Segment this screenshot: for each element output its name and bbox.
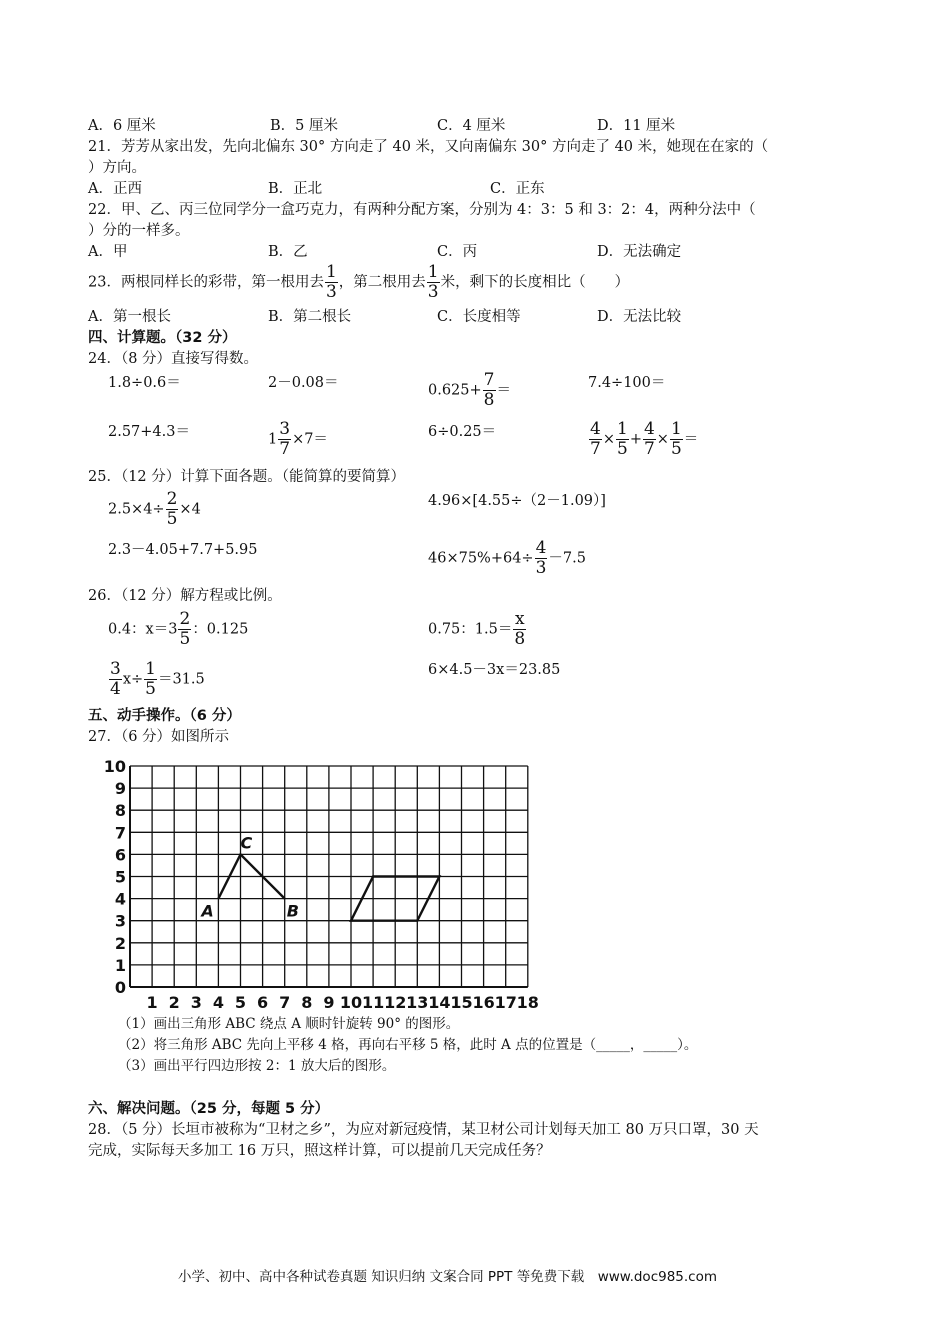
x-axis-tick-label: 17	[494, 993, 517, 1012]
fraction-denominator: 7	[643, 439, 655, 459]
mixed-integer: 3	[168, 621, 178, 638]
fraction-numerator: 1	[616, 419, 628, 439]
x-axis-tick-label: 8	[301, 993, 313, 1012]
q22-text-line2: ）分的一样多。	[88, 223, 190, 239]
q24-title: 24．（8 分）直接写得数。	[88, 351, 259, 367]
x-axis-tick-label: 5	[234, 993, 247, 1012]
fraction-numerator: 1	[670, 419, 682, 439]
q20-option-b: B．5 厘米	[270, 118, 338, 134]
q26-title: 26．（12 分）解方程或比例。	[88, 588, 282, 604]
q23-part2: ，第二根用去	[338, 274, 426, 291]
operator: ×	[656, 431, 669, 448]
fraction	[144, 661, 157, 698]
q24-calc-3	[428, 372, 511, 409]
fraction-numerator: 7	[483, 370, 495, 390]
x-axis-tick-label: 10	[339, 993, 363, 1012]
q23-fraction-2	[427, 264, 440, 301]
page-footer: 小学、初中、高中各种试卷真题 知识归纳 文案合同 PPT 等免费下载 www.doc985.com	[178, 1269, 718, 1285]
q21-option-c: C．正东	[490, 181, 545, 197]
x-axis-tick-label: 12	[384, 993, 407, 1012]
q23-fraction-1	[325, 264, 338, 301]
fraction-numerator: 3	[279, 419, 291, 439]
answer-blank: _____	[643, 1037, 678, 1053]
answer-blank: _____	[596, 1037, 630, 1053]
q21-option-a: A．正西	[88, 181, 142, 197]
x-axis-tick-label: 2	[168, 993, 180, 1012]
fraction	[109, 661, 122, 698]
q22-option-b: B．乙	[268, 244, 308, 260]
q26-eq-4: 6×4.5－3x＝23.85	[428, 662, 561, 678]
q24-calc-6	[268, 421, 328, 458]
q27-step-3: （3）画出平行四边形按 2：1 放大后的图形。	[118, 1058, 396, 1074]
q23-option-d: D．无法比较	[597, 309, 682, 325]
expr-part: ）。	[677, 1037, 698, 1053]
q24-calc-1: 1.8÷0.6＝	[108, 375, 181, 391]
x-axis-tick-label: 6	[257, 993, 269, 1012]
fraction-numerator: 3	[110, 659, 121, 679]
fraction-numerator: x	[514, 609, 525, 629]
operator: ×	[602, 431, 615, 448]
q22-option-c: C．丙	[437, 244, 478, 260]
q27-step-2	[118, 1039, 697, 1053]
fraction-denominator: 4	[110, 679, 121, 699]
fraction-numerator: 1	[325, 262, 337, 282]
q23-option-a: A．第一根长	[88, 309, 171, 325]
fraction-denominator: 5	[166, 509, 178, 529]
fraction-numerator: 2	[166, 489, 178, 509]
q20-option-c: C．4 厘米	[437, 118, 506, 134]
coordinate-grid	[103, 745, 548, 1015]
expr-part: ：0.125	[192, 621, 249, 638]
y-axis-tick-label: 9	[114, 779, 126, 799]
x-axis-tick-label: 14	[428, 993, 451, 1012]
point-label-a: A	[201, 901, 214, 921]
point-label-b: B	[286, 901, 299, 921]
mixed-integer: 1	[268, 431, 278, 448]
q24-calc-3-fraction	[483, 372, 496, 409]
x-axis-tick-label: 1	[146, 993, 158, 1012]
fraction-denominator: 3	[427, 282, 439, 302]
q25-expr-4	[428, 540, 586, 577]
expr-part: ＝	[683, 431, 699, 448]
expr-part: （2）将三角形 ABC 先向上平移 4 格，再向右平移 5 格，此时 A 点的位置是（	[118, 1037, 597, 1053]
y-axis-tick-label: 5	[114, 867, 126, 887]
y-axis-tick-label: 7	[114, 823, 126, 843]
x-axis-tick-label: 7	[279, 993, 291, 1012]
y-axis-tick-label: 8	[114, 801, 126, 821]
q24-calc-6-fraction	[278, 421, 291, 458]
q27-step-1: （1）画出三角形 ABC 绕点 A 顺时针旋转 90° 的图形。	[118, 1016, 460, 1032]
q23-option-b: B．第二根长	[268, 309, 352, 325]
q25-expr-3: 2.3－4.05+7.7+5.95	[108, 542, 258, 558]
q24-calc-8	[588, 421, 698, 458]
fraction	[670, 421, 683, 458]
fraction-denominator: 5	[145, 679, 156, 699]
fraction	[643, 421, 656, 458]
y-axis-tick-label: 6	[114, 845, 126, 865]
x-axis-tick-label: 16	[472, 993, 495, 1012]
fraction-numerator: 2	[179, 609, 191, 629]
q26-eq-1	[108, 611, 248, 648]
fraction-denominator: 5	[616, 439, 628, 459]
q25-expr-2: 4.96×[4.55÷（2－1.09）]	[428, 493, 606, 509]
fraction-denominator: 3	[325, 282, 337, 302]
x-axis-tick-label: 13	[406, 993, 429, 1012]
x-axis-tick-label: 9	[323, 993, 335, 1012]
fraction-denominator: 7	[590, 439, 601, 459]
y-axis-tick-label: 3	[114, 911, 126, 931]
q24-calc-5: 2.57+4.3＝	[108, 424, 190, 440]
fraction-numerator: 1	[427, 262, 439, 282]
expr-part: 2.5×4÷	[108, 501, 165, 518]
fraction-denominator: 7	[279, 439, 291, 459]
fraction-denominator: 8	[483, 390, 495, 410]
y-axis-tick-label: 4	[114, 889, 126, 909]
x-axis-tick-label: 4	[212, 993, 224, 1012]
expr-part: －7.5	[548, 550, 586, 567]
fraction	[535, 540, 548, 577]
fraction	[513, 611, 526, 648]
q23-text	[88, 264, 629, 301]
q24-calc-7: 6÷0.25＝	[428, 424, 497, 440]
q21-text-line2: ）方向。	[88, 160, 146, 176]
fraction-numerator: 4	[643, 419, 655, 439]
fraction-denominator: 3	[535, 558, 547, 578]
q23-part3: 米，剩下的长度相比（ ）	[440, 274, 630, 291]
q25-title: 25．（12 分）计算下面各题。（能简算的要简算）	[88, 469, 406, 485]
fraction-numerator: 1	[145, 659, 156, 679]
x-axis-tick-label: 3	[190, 993, 202, 1012]
section-6-heading: 六、解决问题。（25 分，每题 5 分）	[88, 1101, 330, 1117]
q21-text-line1: 21．芳芳从家出发，先向北偏东 30° 方向走了 40 米，又向南偏东 30° 方向走了 40 米，她现在在家的（	[88, 139, 769, 155]
x-axis-tick-label: 11	[361, 993, 385, 1012]
x-axis-tick-label: 18	[516, 993, 539, 1012]
expr-part: 46×75%+64÷	[428, 550, 534, 567]
q24-calc-4: 7.4÷100＝	[588, 375, 666, 391]
section-4-heading: 四、计算题。（32 分）	[88, 330, 237, 346]
q22-option-d: D．无法确定	[597, 244, 682, 260]
q20-option-d: D．11 厘米	[597, 118, 676, 134]
expr-part: 0.75：1.5＝	[428, 621, 513, 638]
q27-title: 27．（6 分）如图所示	[88, 729, 230, 745]
expr-part: ＝31.5	[157, 671, 205, 688]
q25-expr-1	[108, 491, 201, 528]
q20-option-a: A．6 厘米	[88, 118, 156, 134]
y-axis-tick-label: 1	[114, 955, 126, 975]
x-axis-tick-label: 15	[450, 993, 473, 1012]
point-label-c: C	[240, 833, 253, 853]
fraction-denominator: 5	[179, 629, 191, 649]
q22-text-line1: 22．甲、乙、丙三位同学分一盒巧克力，有两种分配方案，分别为 4：3：5 和 3：2：4，两种分法中（	[88, 202, 756, 218]
fraction-numerator: 4	[535, 538, 547, 558]
q24-calc-2: 2－0.08＝	[268, 375, 339, 391]
q23-part1: 23．两根同样长的彩带，第一根用去	[88, 274, 324, 291]
q26-eq-2	[428, 611, 527, 648]
fraction-numerator: 4	[590, 419, 601, 439]
fraction-denominator: 8	[514, 629, 526, 649]
q23-option-c: C．长度相等	[437, 309, 521, 325]
fraction	[616, 421, 629, 458]
expr-part: ×4	[179, 501, 201, 518]
expr-part: 0.625+	[428, 382, 482, 399]
fraction-denominator: 5	[670, 439, 682, 459]
fraction	[166, 491, 179, 528]
q28-text-line1: 28．（5 分）长垣市被称为“卫材之乡”，为应对新冠疫情，某卫材公司计划每天加工 80 万只口罩，30 天	[88, 1122, 759, 1138]
q22-option-a: A．甲	[88, 244, 128, 260]
fraction	[589, 421, 602, 458]
expr-part: ＝	[496, 382, 511, 399]
section-5-heading: 五、动手操作。（6 分）	[88, 708, 241, 724]
fraction	[178, 611, 191, 648]
q21-option-b: B．正北	[268, 181, 323, 197]
operator: +	[629, 431, 642, 448]
q26-eq-3	[108, 661, 205, 698]
expr-part: ，	[629, 1037, 644, 1053]
expr-part: ×7＝	[292, 431, 328, 448]
q28-text-line2: 完成，实际每天多加工 16 万只，照这样计算，可以提前几天完成任务？	[88, 1143, 551, 1159]
y-axis-tick-label: 2	[114, 933, 126, 953]
y-axis-tick-label: 0	[114, 978, 126, 997]
expr-part: x÷	[122, 671, 144, 688]
y-axis-tick-label: 10	[103, 757, 126, 776]
expr-part: 0.4：x＝	[108, 621, 169, 638]
